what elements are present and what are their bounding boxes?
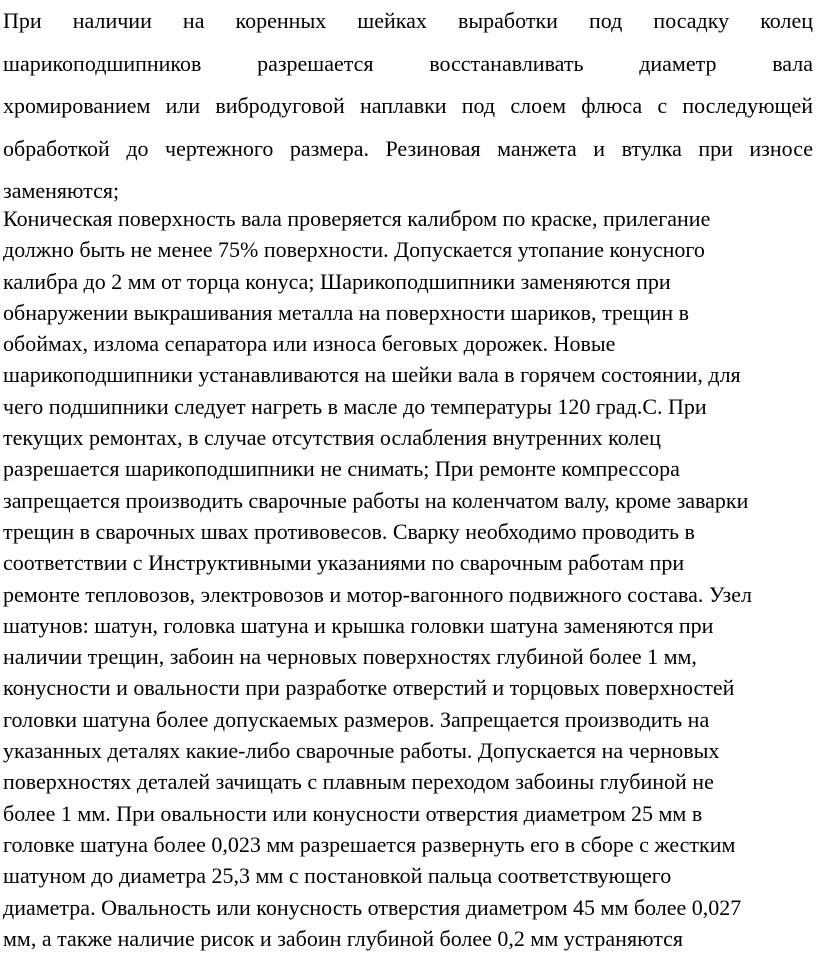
paragraph-2-line: чего подшипники следует нагреть в масле до температуры 120 град.С. При [3,393,707,419]
paragraph-1-line: обработкой до чертежного размера. Резиновая манжета и втулка при износе [3,135,813,161]
paragraph-2-line: шарикоподшипники устанавливаются на шейки вала в горячем состоянии, для [3,362,741,388]
paragraph-2-line: разрешается шарикоподшипники не снимать; При ремонте компрессора [3,456,680,482]
paragraph-1 [3,0,813,213]
paragraph-2-line: более 1 мм. При овальности или конусности отверстия диаметром 25 мм в [3,800,703,826]
paragraph-2-line: шатуном до диаметра 25,3 мм с постановкой пальца соответствующего [3,863,672,889]
paragraph-2-line: наличии трещин, забоин на черновых поверхностях глубиной более 1 мм, [3,644,697,670]
paragraph-2-line: обнаружении выкрашивания металла на поверхности шариков, трещин в [3,299,690,325]
paragraph-2-line: головки шатуна более допускаемых размеров. Запрещается производить на [3,706,710,732]
paragraph-1-line: хромированием или вибродуговой наплавки под слоем флюса с последующей [3,93,813,118]
paragraph-2-line: конусности и овальности при разработке отверстий и торцовых поверхностей [3,675,735,701]
paragraph-2-line: запрещается производить сварочные работы на коленчатом валу, кроме заварки [3,487,749,513]
paragraph-2-line: мм, а также наличие рисок и забоин глубиной более 0,2 мм устраняются [3,925,683,951]
paragraph-2 [3,203,813,954]
paragraph-2-line: поверхностях деталей зачищать с плавным переходом забоины глубиной не [3,769,714,795]
paragraph-2-line: ремонте тепловозов, электровозов и мотор-вагонного подвижного состава. Узел [3,581,752,607]
paragraph-2-line: калибра до 2 мм от торца конуса; Шарикоподшипники заменяются при [3,268,671,294]
paragraph-2-line: трещин в сварочных швах противовесов. Сварку необходимо проводить в [3,518,695,544]
paragraph-2-line: должно быть не менее 75% поверхности. Допускается утопание конусного [3,237,705,263]
paragraph-2-line: текущих ремонтах, в случае отсутствия ослабления внутренних колец [3,425,661,451]
paragraph-2-line: указанных деталях какие-либо сварочные работы. Допускается на черновых [3,738,720,764]
paragraph-1-line: заменяются; [3,178,120,203]
paragraph-2-line: соответствии с Инструктивными указаниями по сварочным работам при [3,550,685,576]
paragraph-1-line: При наличии на коренных шейках выработки под посадку колец [3,8,813,33]
paragraph-1-line: шарикоподшипников разрешается восстанавливать диаметр вала [3,50,813,76]
paragraph-2-line: диаметра. Овальность или конусность отверстия диаметром 45 мм более 0,027 [3,894,742,920]
paragraph-2-line: Коническая поверхность вала проверяется калибром по краске, прилегание [3,206,711,231]
paragraph-2-line: головке шатуна более 0,023 мм разрешается развернуть его в сборе с жестким [3,831,736,857]
paragraph-2-line: шатунов: шатун, головка шатуна и крышка головки шатуна заменяются при [3,612,714,638]
paragraph-2-line: обоймах, излома сепаратора или износа беговых дорожек. Новые [3,331,616,357]
